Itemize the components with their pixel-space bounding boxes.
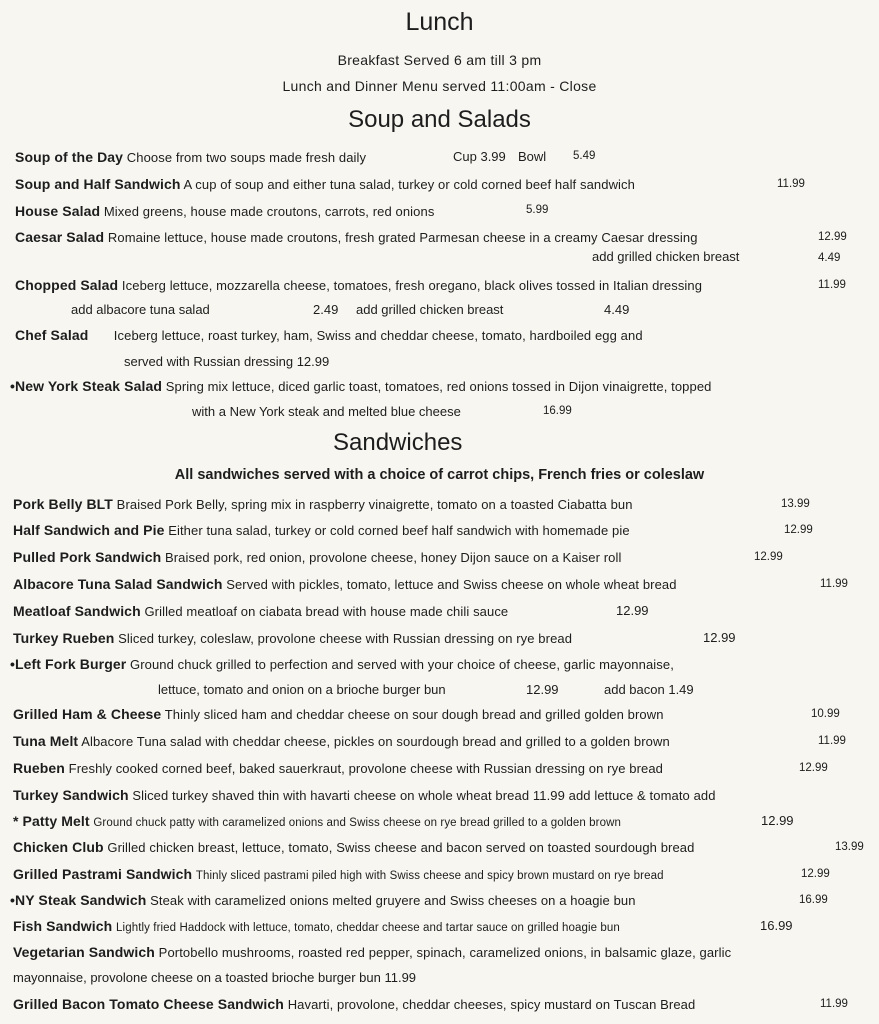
item-price: 12.99	[801, 868, 830, 880]
item-name: Chicken Club	[13, 839, 104, 855]
item-desc: Braised Pork Belly, spring mix in raspberry vinaigrette, tomato on a toasted Ciabatta bun	[116, 497, 633, 512]
item-name: Rueben	[13, 760, 65, 776]
item-name: Pulled Pork Sandwich	[13, 549, 162, 565]
sandwich-item	[13, 706, 664, 722]
item-desc-cont: served with Russian dressing 12.99	[124, 354, 330, 369]
sandwich-item	[13, 496, 633, 512]
chef-salad-item	[15, 327, 643, 343]
item-price: 12.99	[818, 231, 847, 243]
soup-of-the-day-item	[15, 149, 366, 165]
item-desc: Choose from two soups made fresh daily	[126, 150, 367, 165]
item-price: 5.99	[526, 204, 549, 216]
item-desc: Havarti, provolone, cheddar cheeses, spicy mustard on Tuscan Bread	[287, 997, 696, 1012]
item-name: Turkey Sandwich	[13, 787, 129, 803]
item-desc: Portobello mushrooms, roasted red pepper, spinach, caramelized onions, in balsamic glaze, garlic	[158, 945, 732, 960]
addon-price: 4.49	[604, 302, 630, 317]
item-name: Vegetarian Sandwich	[13, 944, 155, 960]
addon-label: add albacore tuna salad	[71, 302, 210, 317]
item-name: Soup and Half Sandwich	[15, 176, 181, 192]
item-price: 11.99	[777, 178, 805, 190]
sandwich-item	[13, 813, 621, 829]
item-price: 10.99	[811, 708, 840, 720]
item-desc: A cup of soup and either tuna salad, turkey or cold corned beef half sandwich	[183, 177, 635, 192]
item-desc: Braised pork, red onion, provolone cheese, honey Dijon sauce on a Kaiser roll	[164, 550, 622, 565]
item-desc-cont: mayonnaise, provolone cheese on a toasted brioche burger bun 11.99	[13, 970, 417, 985]
item-desc-cont: lettuce, tomato and onion on a brioche burger bun	[158, 682, 446, 697]
sandwich-item	[13, 996, 695, 1012]
item-price: 12.99	[703, 630, 736, 645]
sandwich-item	[13, 839, 694, 855]
item-desc: Freshly cooked corned beef, baked sauerkraut, provolone cheese with Russian dressing on rye bread	[68, 761, 663, 776]
item-price: 11.99	[820, 998, 848, 1010]
soup-half-sandwich-item	[15, 176, 635, 192]
item-desc: Sliced turkey shaved thin with havarti cheese on whole wheat bread 11.99 add lettuce & tomato add	[132, 788, 716, 803]
item-name: House Salad	[15, 203, 101, 219]
item-desc: Ground chuck patty with caramelized onions and Swiss cheese on rye bread grilled to a golden brown	[93, 817, 621, 829]
item-name: Chopped Salad	[15, 277, 119, 293]
sandwich-item	[13, 630, 572, 646]
item-desc: Lightly fried Haddock with lettuce, tomato, cheddar cheese and tartar sauce on grilled hoagie bun	[116, 922, 620, 934]
sandwiches-note: All sandwiches served with a choice of carrot chips, French fries or coleslaw	[174, 467, 705, 483]
sandwich-item	[13, 549, 621, 565]
breakfast-hours: Breakfast Served 6 am till 3 pm	[337, 52, 542, 68]
addon-price: 4.49	[818, 252, 841, 264]
item-price: 16.99	[760, 918, 793, 933]
item-name: Grilled Pastrami Sandwich	[13, 866, 193, 882]
chopped-salad-item	[15, 277, 702, 293]
item-name: •NY Steak Sandwich	[10, 892, 147, 908]
item-price: 11.99	[818, 735, 846, 747]
item-desc: Thinly sliced pastrami piled high with Swiss cheese and spicy brown mustard on rye bread	[195, 870, 664, 882]
item-desc: Steak with caramelized onions melted gruyere and Swiss cheeses on a hoagie bun	[150, 893, 636, 908]
item-desc: Either tuna salad, turkey or cold corned beef half sandwich with homemade pie	[168, 523, 630, 538]
item-desc: Mixed greens, house made croutons, carrots, red onions	[103, 204, 435, 219]
item-name: * Patty Melt	[13, 813, 90, 829]
item-desc: Grilled meatloaf on ciabata bread with house made chili sauce	[144, 604, 509, 619]
item-name: Grilled Ham & Cheese	[13, 706, 162, 722]
item-name: Fish Sandwich	[13, 918, 113, 934]
sandwich-item	[13, 944, 731, 960]
item-name: Chef Salad	[15, 327, 89, 343]
item-desc: Spring mix lettuce, diced garlic toast, tomatoes, red onions tossed in Dijon vinaigrette, topped	[165, 379, 712, 394]
item-name: Turkey Rueben	[13, 630, 115, 646]
sandwich-item	[10, 892, 636, 908]
house-salad-item	[15, 203, 434, 219]
sandwich-item	[13, 760, 663, 776]
item-name: Albacore Tuna Salad Sandwich	[13, 576, 223, 592]
addon-price: 2.49	[313, 302, 339, 317]
item-name: Soup of the Day	[15, 149, 124, 165]
item-desc: Grilled chicken breast, lettuce, tomato, Swiss cheese and bacon served on toasted sourdough bread	[107, 840, 695, 855]
item-price: 11.99	[818, 279, 846, 291]
item-name: Half Sandwich and Pie	[13, 522, 165, 538]
sandwich-item	[13, 866, 664, 882]
item-price: 13.99	[835, 841, 864, 853]
addon-label: add grilled chicken breast	[592, 249, 740, 264]
bowl-label: Bowl	[518, 149, 547, 164]
sandwich-item	[13, 603, 508, 619]
item-name: •Left Fork Burger	[10, 656, 127, 672]
item-price: 13.99	[781, 498, 810, 510]
item-desc-cont: with a New York steak and melted blue cheese	[192, 404, 461, 419]
item-name: Caesar Salad	[15, 229, 105, 245]
bowl-price: 5.49	[573, 150, 596, 162]
item-desc: Thinly sliced ham and cheddar cheese on sour dough bread and grilled golden brown	[164, 707, 664, 722]
item-name: Grilled Bacon Tomato Cheese Sandwich	[13, 996, 284, 1012]
item-name: Pork Belly BLT	[13, 496, 113, 512]
item-price: 12.99	[784, 524, 813, 536]
sandwich-item	[13, 522, 630, 538]
item-name: Tuna Melt	[13, 733, 79, 749]
soup-salads-heading: Soup and Salads	[348, 106, 531, 133]
item-name: •New York Steak Salad	[10, 378, 162, 394]
caesar-salad-item	[15, 229, 698, 245]
item-price: 12.99	[526, 682, 559, 697]
sandwich-item	[13, 733, 670, 749]
item-price: 12.99	[799, 762, 828, 774]
ny-steak-salad-item	[10, 378, 712, 394]
item-desc: Iceberg lettuce, mozzarella cheese, tomatoes, fresh oregano, black olives tossed in Italian dressing	[121, 278, 703, 293]
item-desc: Romaine lettuce, house made croutons, fresh grated Parmesan cheese in a creamy Caesar dressing	[107, 230, 698, 245]
item-desc: Albacore Tuna salad with cheddar cheese, pickles on sourdough bread and grilled to a golden brown	[81, 734, 670, 749]
sandwich-item	[10, 656, 674, 672]
page-title: Lunch	[405, 8, 474, 36]
cup-price: Cup 3.99	[453, 149, 506, 164]
sandwiches-heading: Sandwiches	[333, 429, 463, 456]
item-desc: Ground chuck grilled to perfection and served with your choice of cheese, garlic mayonnaise,	[130, 657, 674, 672]
sandwich-item	[13, 918, 620, 934]
item-price: 16.99	[799, 894, 828, 906]
addon-label: add bacon 1.49	[604, 682, 694, 697]
item-desc: Sliced turkey, coleslaw, provolone cheese with Russian dressing on rye bread	[118, 631, 573, 646]
item-price: 16.99	[543, 405, 572, 417]
item-price: 11.99	[820, 578, 848, 590]
item-price: 12.99	[616, 603, 649, 618]
item-name: Meatloaf Sandwich	[13, 603, 141, 619]
item-price: 12.99	[754, 551, 783, 563]
lunch-dinner-hours: Lunch and Dinner Menu served 11:00am - Close	[282, 78, 597, 94]
sandwich-item	[13, 576, 677, 592]
item-desc: Iceberg lettuce, roast turkey, ham, Swiss and cheddar cheese, tomato, hardboiled egg and	[113, 328, 643, 343]
item-price: 12.99	[761, 813, 794, 828]
addon-label: add grilled chicken breast	[356, 302, 504, 317]
sandwich-item	[13, 787, 716, 803]
item-desc: Served with pickles, tomato, lettuce and Swiss cheese on whole wheat bread	[226, 577, 677, 592]
